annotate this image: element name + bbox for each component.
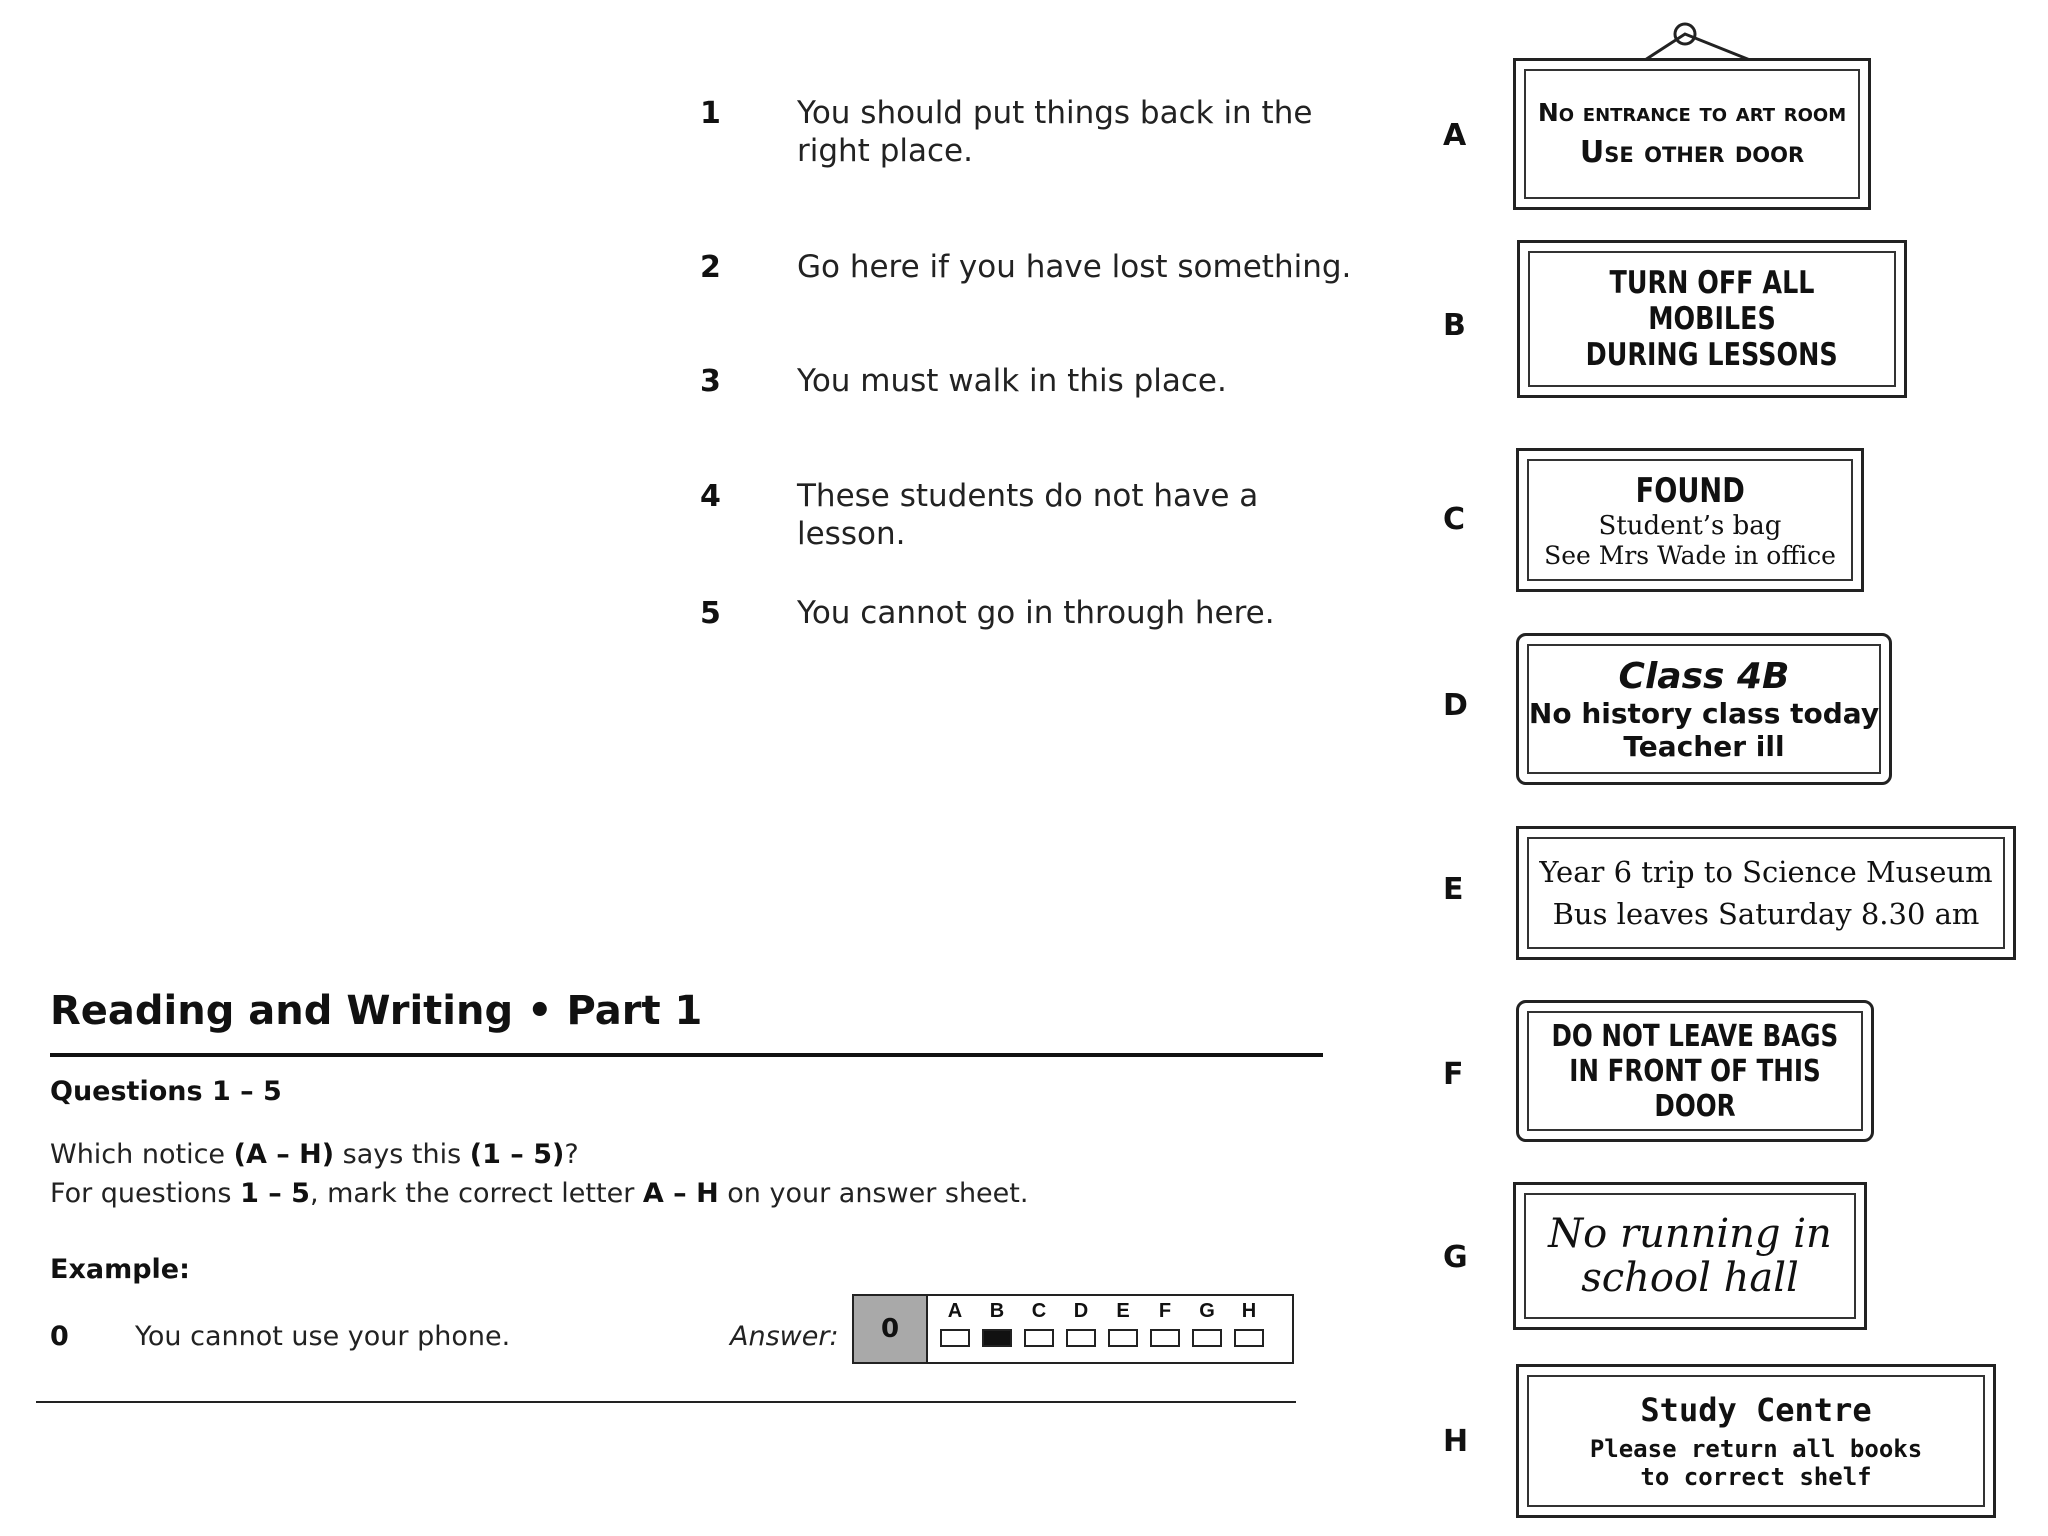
answer-number: 0 bbox=[854, 1296, 928, 1362]
answer-option-box bbox=[1150, 1329, 1180, 1347]
sign-line: No history class today bbox=[1528, 696, 1880, 730]
sign-line: No entrance to art room bbox=[1537, 98, 1847, 127]
instruction-line-2 bbox=[50, 1178, 1028, 1209]
notice-letter: E bbox=[1443, 872, 1464, 907]
answer-option-g bbox=[1190, 1300, 1224, 1347]
instruction-bold: 1 – 5 bbox=[240, 1178, 310, 1209]
notice-letter: C bbox=[1443, 502, 1466, 537]
notice-letter: F bbox=[1443, 1057, 1464, 1092]
sign-hanger-icon bbox=[1640, 20, 1760, 62]
answer-option-box bbox=[1192, 1329, 1222, 1347]
questions-label: Questions 1 – 5 bbox=[50, 1076, 282, 1107]
answer-option-box bbox=[982, 1329, 1012, 1347]
sign-line: school hall bbox=[1581, 1255, 1799, 1301]
title-divider bbox=[50, 1053, 1323, 1057]
bottom-divider bbox=[36, 1401, 1296, 1403]
sign-line: DO NOT LEAVE BAGS bbox=[1551, 1018, 1839, 1054]
sign-line: DURING LESSONS bbox=[1586, 337, 1838, 373]
notice-letter: G bbox=[1443, 1240, 1468, 1275]
instruction-text: , mark the correct letter bbox=[309, 1178, 643, 1209]
sign-line: Student’s bag bbox=[1598, 510, 1782, 541]
question-number: 3 bbox=[700, 364, 721, 399]
sign-line: Please return all books bbox=[1589, 1435, 1923, 1463]
question-text: You should put things back in the right place. bbox=[797, 95, 1313, 169]
answer-option-d bbox=[1064, 1300, 1098, 1347]
notice-sign-c bbox=[1516, 448, 1864, 592]
sign-line: Teacher ill bbox=[1623, 729, 1785, 763]
section-title: Reading and Writing • Part 1 bbox=[50, 988, 703, 1034]
sign-line: Year 6 trip to Science Museum bbox=[1539, 855, 1993, 889]
question-text: These students do not have a lesson. bbox=[797, 478, 1259, 552]
example-text: You cannot use your phone. bbox=[135, 1321, 511, 1352]
answer-label: Answer: bbox=[730, 1321, 839, 1352]
sign-line: Use other door bbox=[1579, 135, 1805, 170]
answer-option-letter: B bbox=[989, 1300, 1005, 1322]
instruction-text: on your answer sheet. bbox=[718, 1178, 1029, 1209]
instruction-text: says this bbox=[334, 1139, 470, 1170]
question-text: You cannot go in through here. bbox=[797, 595, 1275, 631]
sign-line: No running in bbox=[1548, 1211, 1832, 1257]
answer-option-box bbox=[1108, 1329, 1138, 1347]
answer-option-box bbox=[940, 1329, 970, 1347]
notice-sign-f bbox=[1516, 1000, 1874, 1142]
notice-sign-e bbox=[1516, 826, 2016, 960]
sign-line: Class 4B bbox=[1618, 655, 1790, 697]
notice-letter: D bbox=[1443, 688, 1468, 723]
sign-line: Study Centre bbox=[1640, 1391, 1872, 1429]
notice-letter: A bbox=[1443, 118, 1467, 153]
notice-sign-h bbox=[1516, 1364, 1996, 1518]
instruction-text: Which notice bbox=[50, 1139, 234, 1170]
example-number: 0 bbox=[50, 1321, 69, 1352]
notice-sign-a bbox=[1513, 58, 1871, 210]
question-number: 1 bbox=[700, 96, 721, 131]
answer-option-c bbox=[1022, 1300, 1056, 1347]
question-number: 2 bbox=[700, 250, 721, 285]
answer-option-f bbox=[1148, 1300, 1182, 1347]
answer-option-box bbox=[1024, 1329, 1054, 1347]
answer-option-letter: F bbox=[1158, 1300, 1172, 1322]
question-number: 4 bbox=[700, 479, 721, 514]
question-text: Go here if you have lost something. bbox=[797, 249, 1352, 285]
notice-sign-d bbox=[1516, 633, 1892, 785]
instruction-bold: A – H bbox=[642, 1178, 719, 1209]
answer-option-letter: C bbox=[1031, 1300, 1047, 1322]
sign-line: TURN OFF ALL MOBILES bbox=[1609, 265, 1815, 337]
sign-line: See Mrs Wade in office bbox=[1544, 540, 1836, 570]
answer-option-a bbox=[938, 1300, 972, 1347]
notice-letter: H bbox=[1443, 1424, 1469, 1459]
sign-line: Bus leaves Saturday 8.30 am bbox=[1552, 897, 1980, 931]
example-label: Example: bbox=[50, 1254, 190, 1285]
answer-option-letter: G bbox=[1199, 1300, 1215, 1322]
notice-sign-g bbox=[1513, 1182, 1867, 1330]
answer-option-letter: E bbox=[1116, 1300, 1130, 1322]
answer-option-letter: A bbox=[947, 1300, 963, 1322]
answer-option-e bbox=[1106, 1300, 1140, 1347]
question-number: 5 bbox=[700, 596, 721, 631]
question-text: You must walk in this place. bbox=[797, 363, 1227, 399]
notice-sign-b bbox=[1517, 240, 1907, 398]
sign-line: to correct shelf bbox=[1640, 1463, 1872, 1491]
sign-line: FOUND bbox=[1635, 470, 1745, 511]
notice-letter: B bbox=[1443, 308, 1466, 343]
answer-option-letter: D bbox=[1073, 1300, 1089, 1322]
answer-options bbox=[928, 1296, 1292, 1362]
answer-option-box bbox=[1066, 1329, 1096, 1347]
answer-grid bbox=[852, 1294, 1294, 1364]
instruction-bold: (1 – 5) bbox=[469, 1139, 565, 1170]
answer-option-letter: H bbox=[1241, 1300, 1257, 1322]
instruction-text: For questions bbox=[50, 1178, 241, 1209]
instruction-text: ? bbox=[564, 1139, 579, 1170]
answer-option-box bbox=[1234, 1329, 1264, 1347]
instruction-line-1 bbox=[50, 1139, 579, 1170]
sign-line: IN FRONT OF THIS DOOR bbox=[1569, 1053, 1821, 1124]
instruction-bold: (A – H) bbox=[233, 1139, 335, 1170]
answer-option-h bbox=[1232, 1300, 1266, 1347]
answer-option-b bbox=[980, 1300, 1014, 1347]
